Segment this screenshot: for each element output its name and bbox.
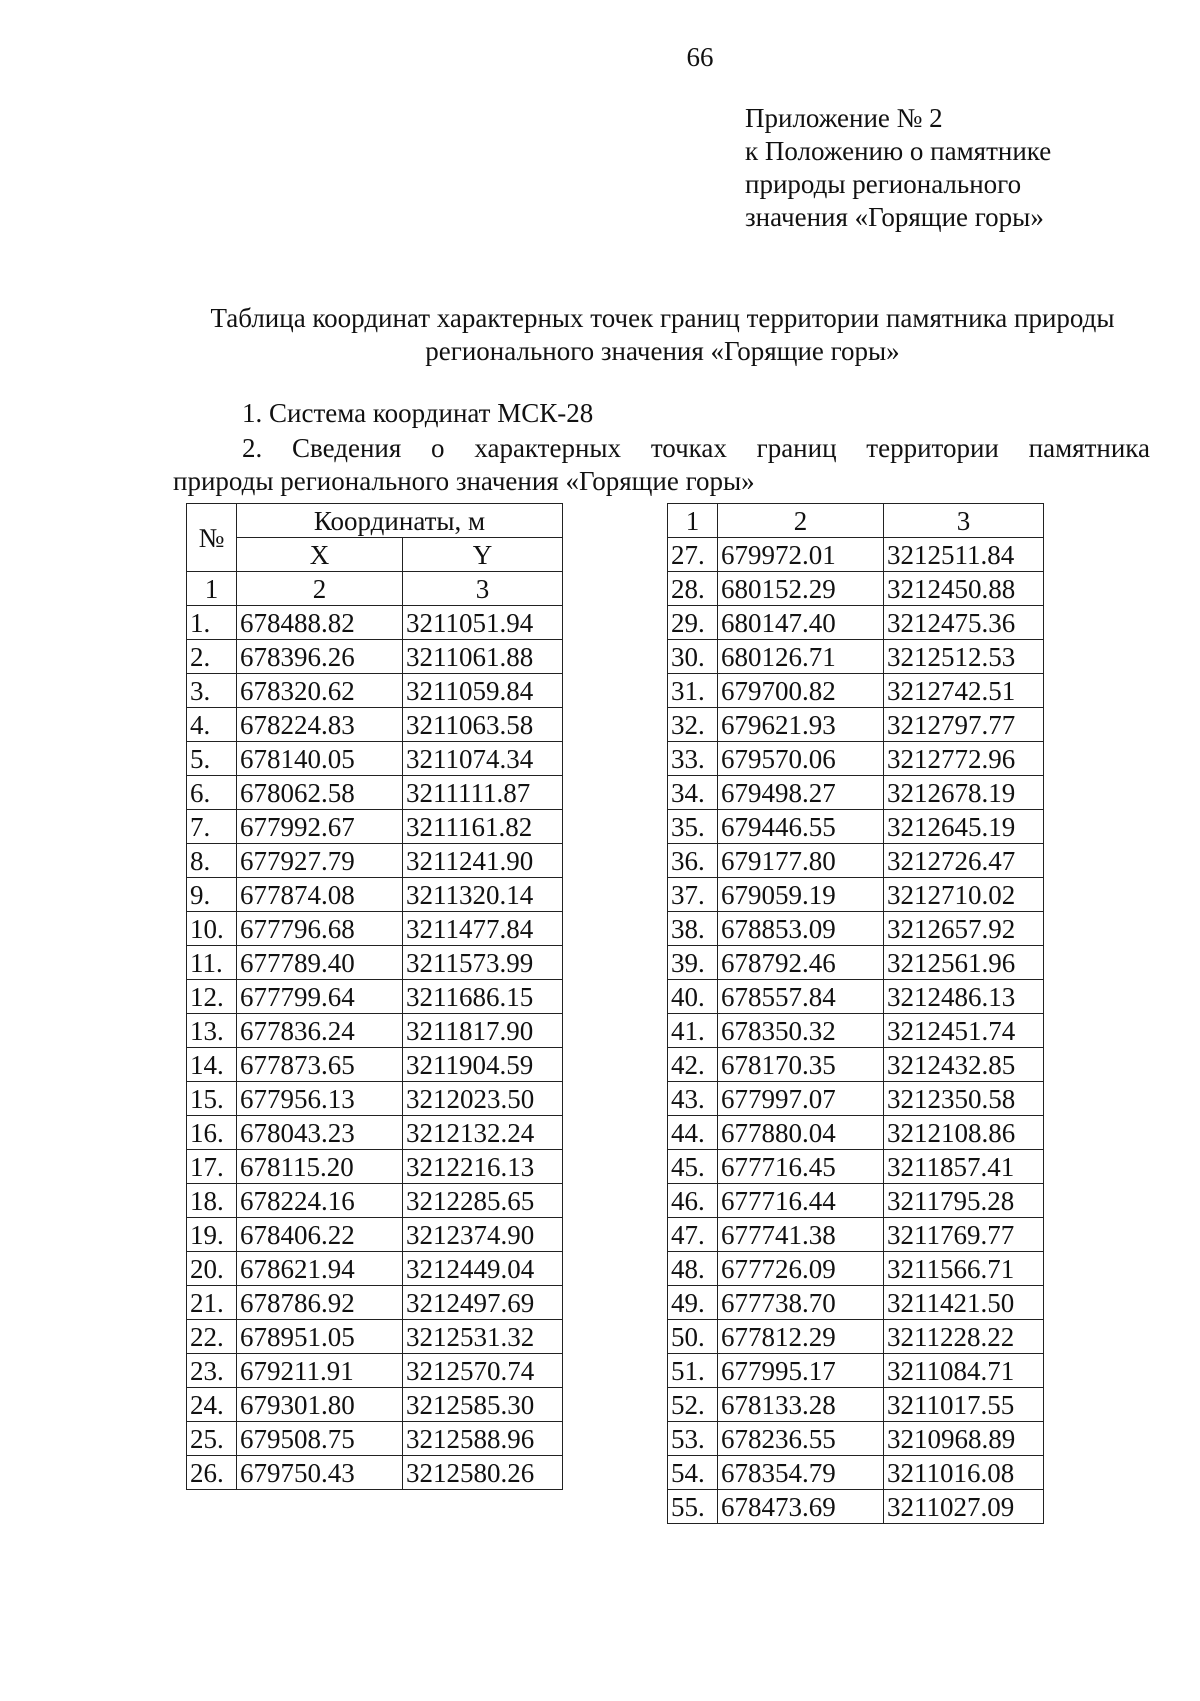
x-coordinate-cell: 678062.58	[237, 776, 403, 810]
y-coordinate-cell: 3212216.13	[403, 1150, 563, 1184]
point-number-cell: 53.	[668, 1422, 718, 1456]
table-row	[187, 980, 563, 1014]
table-row	[187, 708, 563, 742]
table-row	[668, 1422, 1044, 1456]
point-number-cell: 26.	[187, 1456, 237, 1490]
table-row	[187, 1218, 563, 1252]
point-number-cell: 20.	[187, 1252, 237, 1286]
table-row	[187, 810, 563, 844]
x-coordinate-cell: 678951.05	[237, 1320, 403, 1354]
table-row	[187, 1388, 563, 1422]
x-coordinate-cell: 678224.83	[237, 708, 403, 742]
y-coordinate-cell: 3212726.47	[884, 844, 1044, 878]
boundary-points-item-line2: природы регионального значения «Горящие горы»	[173, 466, 755, 496]
word: памятника	[1028, 433, 1150, 463]
point-number-cell: 48.	[668, 1252, 718, 1286]
document-title-line: Таблица координат характерных точек границ территории памятника природы	[210, 303, 1115, 333]
y-coordinate-cell: 3211051.94	[403, 606, 563, 640]
x-coordinate-cell: 679621.93	[718, 708, 884, 742]
x-coordinate-cell: 679700.82	[718, 674, 884, 708]
y-coordinate-cell: 3212657.92	[884, 912, 1044, 946]
x-coordinate-cell: 678786.92	[237, 1286, 403, 1320]
x-coordinate-cell: 679059.19	[718, 878, 884, 912]
point-number-cell: 34.	[668, 776, 718, 810]
y-coordinate-cell: 3212678.19	[884, 776, 1044, 810]
point-number-cell: 35.	[668, 810, 718, 844]
table-row	[187, 946, 563, 980]
x-coordinate-cell: 678853.09	[718, 912, 884, 946]
point-number-cell: 3.	[187, 674, 237, 708]
table-row	[668, 1048, 1044, 1082]
table-row	[187, 640, 563, 674]
point-number-cell: 11.	[187, 946, 237, 980]
x-coordinate-cell: 680152.29	[718, 572, 884, 606]
x-coordinate-cell: 677992.67	[237, 810, 403, 844]
table-row	[668, 1150, 1044, 1184]
table-row	[668, 878, 1044, 912]
x-coordinate-cell: 679750.43	[237, 1456, 403, 1490]
point-number-cell: 49.	[668, 1286, 718, 1320]
table-row	[187, 1354, 563, 1388]
x-coordinate-cell: 677789.40	[237, 946, 403, 980]
y-coordinate-cell: 3212350.58	[884, 1082, 1044, 1116]
table-row	[187, 1048, 563, 1082]
point-number-cell: 42.	[668, 1048, 718, 1082]
y-coordinate-cell: 3211421.50	[884, 1286, 1044, 1320]
x-coordinate-cell: 678236.55	[718, 1422, 884, 1456]
x-coordinate-cell: 677927.79	[237, 844, 403, 878]
x-coordinate-cell: 677956.13	[237, 1082, 403, 1116]
table-row	[187, 606, 563, 640]
x-coordinate-cell: 679972.01	[718, 538, 884, 572]
point-number-cell: 22.	[187, 1320, 237, 1354]
x-coordinate-cell: 679570.06	[718, 742, 884, 776]
point-number-cell: 38.	[668, 912, 718, 946]
coordinates-table-right	[667, 503, 1044, 1524]
point-number-cell: 8.	[187, 844, 237, 878]
table-row	[668, 946, 1044, 980]
x-coordinate-cell: 678473.69	[718, 1490, 884, 1524]
table-row	[668, 810, 1044, 844]
y-coordinate-cell: 3212374.90	[403, 1218, 563, 1252]
point-number-cell: 55.	[668, 1490, 718, 1524]
table-row	[187, 1456, 563, 1490]
boundary-points-item	[173, 432, 1150, 498]
point-number-cell: 6.	[187, 776, 237, 810]
appendix-line: природы регионального	[745, 169, 1022, 199]
point-number-cell: 23.	[187, 1354, 237, 1388]
x-coordinate-cell: 679301.80	[237, 1388, 403, 1422]
point-number-cell: 4.	[187, 708, 237, 742]
x-coordinate-cell: 678133.28	[718, 1388, 884, 1422]
table-row	[668, 708, 1044, 742]
table-row	[668, 912, 1044, 946]
point-number-cell: 10.	[187, 912, 237, 946]
coordinates-header: Координаты, м	[237, 504, 563, 538]
x-coordinate-cell: 678792.46	[718, 946, 884, 980]
table-row	[187, 1116, 563, 1150]
y-coordinate-cell: 3212645.19	[884, 810, 1044, 844]
column-number: 1	[668, 504, 718, 538]
point-number-cell: 25.	[187, 1422, 237, 1456]
table-row	[187, 1252, 563, 1286]
x-coordinate-cell: 678350.32	[718, 1014, 884, 1048]
column-number: 3	[884, 504, 1044, 538]
x-coordinate-cell: 677796.68	[237, 912, 403, 946]
table-row	[668, 1388, 1044, 1422]
point-number-cell: 24.	[187, 1388, 237, 1422]
table-row	[187, 1422, 563, 1456]
x-coordinate-cell: 678140.05	[237, 742, 403, 776]
y-coordinate-cell: 3212710.02	[884, 878, 1044, 912]
word: территории	[866, 433, 999, 463]
point-number-cell: 30.	[668, 640, 718, 674]
y-coordinate-cell: 3212512.53	[884, 640, 1044, 674]
word: Сведения	[292, 433, 402, 463]
point-number-cell: 47.	[668, 1218, 718, 1252]
point-number-cell: 17.	[187, 1150, 237, 1184]
point-number-cell: 7.	[187, 810, 237, 844]
x-coordinate-cell: 678406.22	[237, 1218, 403, 1252]
x-coordinate-cell: 677836.24	[237, 1014, 403, 1048]
table-row	[668, 1286, 1044, 1320]
column-number-row	[187, 572, 563, 606]
point-number-cell: 29.	[668, 606, 718, 640]
point-number-cell: 14.	[187, 1048, 237, 1082]
table-row	[668, 674, 1044, 708]
table-row	[668, 980, 1044, 1014]
x-coordinate-cell: 678354.79	[718, 1456, 884, 1490]
y-coordinate-cell: 3211111.87	[403, 776, 563, 810]
x-column-header: X	[237, 538, 403, 572]
y-coordinate-cell: 3211904.59	[403, 1048, 563, 1082]
y-coordinate-cell: 3212497.69	[403, 1286, 563, 1320]
y-coordinate-cell: 3211059.84	[403, 674, 563, 708]
x-coordinate-cell: 677812.29	[718, 1320, 884, 1354]
word: о	[431, 433, 445, 463]
table-row	[668, 1490, 1044, 1524]
document-title	[175, 302, 1150, 368]
point-number-cell: 21.	[187, 1286, 237, 1320]
table-row	[187, 742, 563, 776]
point-number-cell: 32.	[668, 708, 718, 742]
point-number-cell: 40.	[668, 980, 718, 1014]
appendix-line: к Положению о памятнике	[745, 136, 1052, 166]
point-number-cell: 41.	[668, 1014, 718, 1048]
x-coordinate-cell: 677873.65	[237, 1048, 403, 1082]
x-coordinate-cell: 678621.94	[237, 1252, 403, 1286]
page-number: 66	[686, 42, 714, 72]
y-coordinate-cell: 3212772.96	[884, 742, 1044, 776]
point-number-cell: 18.	[187, 1184, 237, 1218]
table-row	[668, 1184, 1044, 1218]
table-row	[668, 640, 1044, 674]
table-row	[187, 1014, 563, 1048]
y-coordinate-cell: 3212449.04	[403, 1252, 563, 1286]
appendix-line: Приложение № 2	[745, 103, 943, 133]
table-row	[668, 776, 1044, 810]
y-column-header: Y	[403, 538, 563, 572]
y-coordinate-cell: 3211686.15	[403, 980, 563, 1014]
word: характерных	[474, 433, 622, 463]
x-coordinate-cell: 677799.64	[237, 980, 403, 1014]
point-number-cell: 44.	[668, 1116, 718, 1150]
column-number: 2	[718, 504, 884, 538]
x-coordinate-cell: 678224.16	[237, 1184, 403, 1218]
point-number-cell: 27.	[668, 538, 718, 572]
x-coordinate-cell: 677874.08	[237, 878, 403, 912]
table-row	[668, 844, 1044, 878]
table-row	[187, 1150, 563, 1184]
table-row	[668, 1320, 1044, 1354]
point-number-cell: 12.	[187, 980, 237, 1014]
y-coordinate-cell: 3212285.65	[403, 1184, 563, 1218]
y-coordinate-cell: 3211161.82	[403, 810, 563, 844]
point-number-cell: 39.	[668, 946, 718, 980]
y-coordinate-cell: 3211320.14	[403, 878, 563, 912]
y-coordinate-cell: 3212450.88	[884, 572, 1044, 606]
y-coordinate-cell: 3210968.89	[884, 1422, 1044, 1456]
coordinates-table-left	[186, 503, 563, 1490]
y-coordinate-cell: 3212588.96	[403, 1422, 563, 1456]
point-number-cell: 33.	[668, 742, 718, 776]
point-number-cell: 13.	[187, 1014, 237, 1048]
point-number-cell: 16.	[187, 1116, 237, 1150]
x-coordinate-cell: 678170.35	[718, 1048, 884, 1082]
point-number-cell: 43.	[668, 1082, 718, 1116]
point-number-cell: 28.	[668, 572, 718, 606]
x-coordinate-cell: 678488.82	[237, 606, 403, 640]
column-number-row	[668, 504, 1044, 538]
x-coordinate-cell: 677741.38	[718, 1218, 884, 1252]
table-row	[668, 1082, 1044, 1116]
y-coordinate-cell: 3211857.41	[884, 1150, 1044, 1184]
x-coordinate-cell: 677997.07	[718, 1082, 884, 1116]
x-coordinate-cell: 677880.04	[718, 1116, 884, 1150]
y-coordinate-cell: 3212451.74	[884, 1014, 1044, 1048]
point-number-cell: 37.	[668, 878, 718, 912]
table-row	[187, 1082, 563, 1116]
table-row	[187, 844, 563, 878]
table-row	[187, 674, 563, 708]
x-coordinate-cell: 677716.45	[718, 1150, 884, 1184]
column-number: 2	[237, 572, 403, 606]
point-number-cell: 51.	[668, 1354, 718, 1388]
y-coordinate-cell: 3211027.09	[884, 1490, 1044, 1524]
word: границ	[756, 433, 837, 463]
column-number: 1	[187, 572, 237, 606]
column-number: 3	[403, 572, 563, 606]
table-row	[668, 1014, 1044, 1048]
point-number-cell: 2.	[187, 640, 237, 674]
table-header-row	[187, 504, 563, 538]
table-row	[668, 572, 1044, 606]
x-coordinate-cell: 678396.26	[237, 640, 403, 674]
x-coordinate-cell: 680147.40	[718, 606, 884, 640]
x-coordinate-cell: 677726.09	[718, 1252, 884, 1286]
x-coordinate-cell: 679446.55	[718, 810, 884, 844]
table-row	[668, 1116, 1044, 1150]
x-coordinate-cell: 677995.17	[718, 1354, 884, 1388]
y-coordinate-cell: 3212570.74	[403, 1354, 563, 1388]
x-coordinate-cell: 680126.71	[718, 640, 884, 674]
word: 2.	[242, 433, 263, 463]
point-number-cell: 46.	[668, 1184, 718, 1218]
y-coordinate-cell: 3212132.24	[403, 1116, 563, 1150]
y-coordinate-cell: 3212108.86	[884, 1116, 1044, 1150]
point-number-cell: 15.	[187, 1082, 237, 1116]
x-coordinate-cell: 679498.27	[718, 776, 884, 810]
y-coordinate-cell: 3212511.84	[884, 538, 1044, 572]
y-coordinate-cell: 3212475.36	[884, 606, 1044, 640]
y-coordinate-cell: 3211477.84	[403, 912, 563, 946]
y-coordinate-cell: 3211017.55	[884, 1388, 1044, 1422]
table-row	[668, 606, 1044, 640]
y-coordinate-cell: 3211795.28	[884, 1184, 1044, 1218]
table-header-row	[187, 538, 563, 572]
y-coordinate-cell: 3211063.58	[403, 708, 563, 742]
appendix-note	[745, 102, 1051, 234]
document-title-line: регионального значения «Горящие горы»	[425, 336, 900, 366]
x-coordinate-cell: 678115.20	[237, 1150, 403, 1184]
x-coordinate-cell: 677716.44	[718, 1184, 884, 1218]
y-coordinate-cell: 3211084.71	[884, 1354, 1044, 1388]
table-row	[187, 1184, 563, 1218]
point-number-cell: 54.	[668, 1456, 718, 1490]
table-row	[187, 776, 563, 810]
point-number-cell: 45.	[668, 1150, 718, 1184]
y-coordinate-cell: 3212742.51	[884, 674, 1044, 708]
table-row	[668, 1354, 1044, 1388]
y-coordinate-cell: 3211061.88	[403, 640, 563, 674]
point-number-cell: 1.	[187, 606, 237, 640]
appendix-line: значения «Горящие горы»	[745, 202, 1044, 232]
y-coordinate-cell: 3211769.77	[884, 1218, 1044, 1252]
y-coordinate-cell: 3212561.96	[884, 946, 1044, 980]
x-coordinate-cell: 679211.91	[237, 1354, 403, 1388]
y-coordinate-cell: 3212585.30	[403, 1388, 563, 1422]
table-row	[668, 1252, 1044, 1286]
x-coordinate-cell: 678320.62	[237, 674, 403, 708]
point-number-cell: 19.	[187, 1218, 237, 1252]
table-row	[187, 1286, 563, 1320]
x-coordinate-cell: 678043.23	[237, 1116, 403, 1150]
boundary-points-item-line1	[173, 432, 1150, 465]
table-row	[187, 878, 563, 912]
point-number-cell: 50.	[668, 1320, 718, 1354]
number-column-header: №	[187, 504, 237, 572]
point-number-cell: 9.	[187, 878, 237, 912]
y-coordinate-cell: 3211573.99	[403, 946, 563, 980]
point-number-cell: 5.	[187, 742, 237, 776]
y-coordinate-cell: 3212531.32	[403, 1320, 563, 1354]
point-number-cell: 36.	[668, 844, 718, 878]
table-row	[187, 912, 563, 946]
x-coordinate-cell: 679177.80	[718, 844, 884, 878]
coordinate-system-item: 1. Система координат МСК-28	[242, 398, 594, 428]
x-coordinate-cell: 678557.84	[718, 980, 884, 1014]
y-coordinate-cell: 3212797.77	[884, 708, 1044, 742]
y-coordinate-cell: 3211074.34	[403, 742, 563, 776]
table-row	[668, 1218, 1044, 1252]
table-row	[668, 742, 1044, 776]
y-coordinate-cell: 3212486.13	[884, 980, 1044, 1014]
y-coordinate-cell: 3211817.90	[403, 1014, 563, 1048]
table-row	[187, 1320, 563, 1354]
table-row	[668, 1456, 1044, 1490]
y-coordinate-cell: 3212580.26	[403, 1456, 563, 1490]
y-coordinate-cell: 3211241.90	[403, 844, 563, 878]
y-coordinate-cell: 3212023.50	[403, 1082, 563, 1116]
x-coordinate-cell: 679508.75	[237, 1422, 403, 1456]
y-coordinate-cell: 3211566.71	[884, 1252, 1044, 1286]
table-row	[668, 538, 1044, 572]
x-coordinate-cell: 677738.70	[718, 1286, 884, 1320]
point-number-cell: 52.	[668, 1388, 718, 1422]
word: точках	[650, 433, 727, 463]
y-coordinate-cell: 3211016.08	[884, 1456, 1044, 1490]
y-coordinate-cell: 3211228.22	[884, 1320, 1044, 1354]
y-coordinate-cell: 3212432.85	[884, 1048, 1044, 1082]
point-number-cell: 31.	[668, 674, 718, 708]
